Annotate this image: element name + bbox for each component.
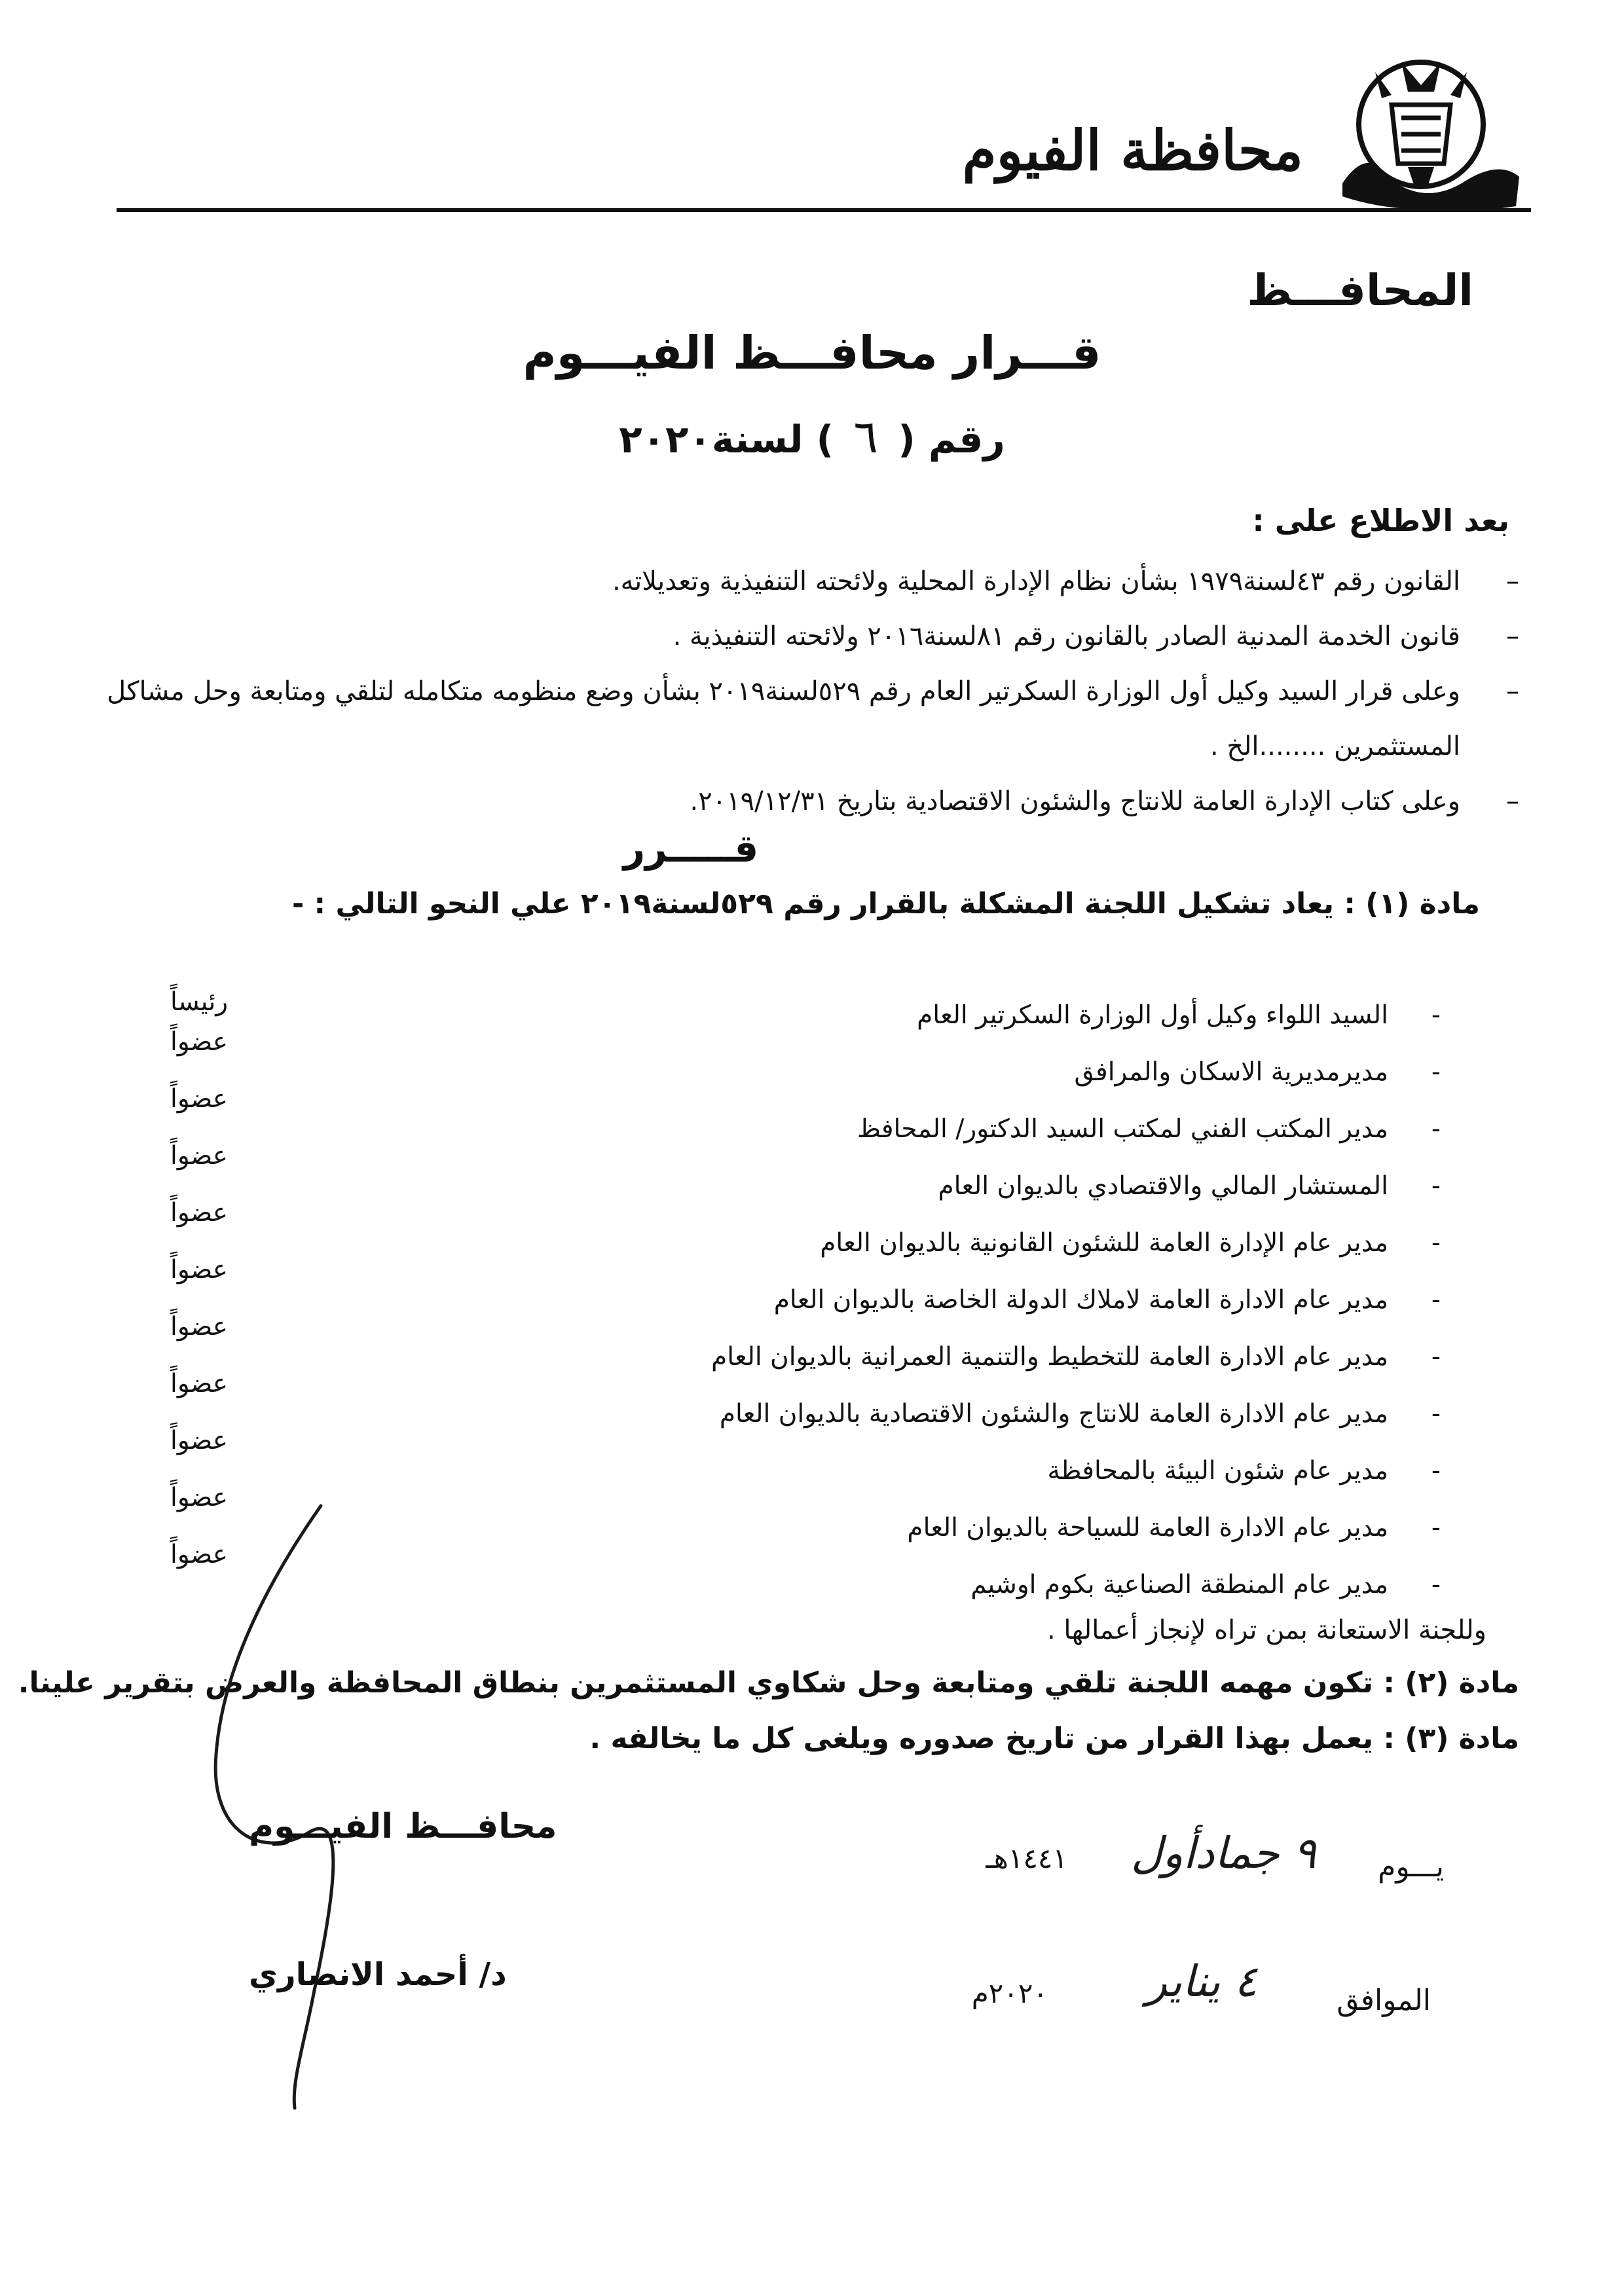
article-3: مادة (٣) : يعمل بهذا القرار من تاريخ صدوره ويلغى كل ما يخالفه . (589, 1722, 1519, 1755)
committee-row (170, 1141, 1441, 1214)
header-divider (117, 208, 1531, 212)
committee-member: مدير عام شئون البيئة بالمحافظة (1047, 1456, 1388, 1485)
governorate-name: محافظة الفيوم (962, 118, 1303, 183)
list-dash: - (1431, 1399, 1441, 1429)
committee-role: عضواً (170, 1483, 229, 1512)
committee-member: مدير عام الإدارة العامة للشئون القانونية بالديوان العام (820, 1228, 1388, 1258)
list-dash: - (1431, 1000, 1441, 1030)
issuing-authority: المحافـــظ (1247, 265, 1473, 316)
list-dash: - (1431, 1114, 1441, 1144)
list-dash: - (1431, 1456, 1441, 1485)
committee-role: عضواً (170, 1369, 229, 1398)
assistance-note: وللجنة الاستعانة بمن تراه لإنجاز أعمالها . (1046, 1615, 1486, 1645)
committee-member: مدير عام الادارة العامة للتخطيط والتنمية العمرانية بالديوان العام (711, 1342, 1388, 1372)
article-2: مادة (٢) : تكون مهمه اللجنة تلقي ومتابعة وحل شكاوي المستثمرين بنطاق المحافظة والعرض بتقرير علينا. (18, 1666, 1519, 1700)
committee-row (170, 1084, 1441, 1157)
committee-member: مدير عام المنطقة الصناعية بكوم اوشيم (970, 1570, 1388, 1599)
committee-row (170, 1369, 1441, 1442)
article-1: مادة (١) : يعاد تشكيل اللجنة المشكلة بالقرار رقم ٥٢٩لسنة٢٠١٩ علي النحو التالي : - (291, 887, 1480, 920)
committee-role: رئيساً (170, 987, 229, 1017)
decree-title: قـــرار محافـــظ الفيـــوم (523, 326, 1101, 380)
handwritten-signature-icon (183, 1493, 393, 2115)
decree-number-prefix: رقم ( (898, 417, 1005, 462)
list-dash: - (1431, 1171, 1441, 1201)
hijri-date-label: يـــوم (1378, 1850, 1444, 1884)
committee-role: عضواً (170, 1027, 229, 1057)
committee-member: المستشار المالي والاقتصادي بالديوان العام (938, 1171, 1388, 1201)
committee-member: مديرمديرية الاسكان والمرافق (1074, 1057, 1388, 1087)
committee-member: مدير عام الادارة العامة لاملاك الدولة الخاصة بالديوان العام (773, 1285, 1388, 1315)
preamble-list (72, 554, 1519, 829)
signature-name: د/ أحمد الانصاري (249, 1956, 507, 1993)
committee-role: عضواً (170, 1141, 229, 1171)
committee-member: السيد اللواء وكيل أول الوزارة السكرتير العام (917, 1000, 1388, 1030)
committee-row (170, 1426, 1441, 1499)
committee-row (170, 1198, 1441, 1271)
preamble-item: – وعلى كتاب الإدارة العامة للانتاج والشئون الاقتصادية بتاريخ ٢٠١٩/١٢/٣١. (72, 774, 1519, 829)
decree-number-line (0, 410, 1624, 464)
preamble-heading: بعد الاطلاع على : (1252, 503, 1509, 538)
committee-member: مدير عام الادارة العامة للسياحة بالديوان العام (907, 1513, 1388, 1542)
gregorian-date-handwritten: ٤ يناير (1146, 1956, 1257, 2007)
gregorian-date-label: الموافق (1337, 1984, 1431, 2017)
hijri-date-handwritten: ٩ جمادأول (1130, 1828, 1316, 1878)
hijri-year: ١٤٤١هـ (986, 1842, 1067, 1874)
decree-number: ٦ (853, 410, 878, 464)
decides-heading: قـــــرر (623, 826, 759, 871)
committee-role: عضواً (170, 1312, 229, 1341)
preamble-item: – وعلى قرار السيد وكيل أول الوزارة السكرتير العام رقم ٥٢٩لسنة٢٠١٩ بشأن وضع منظومه متكامله لتلقي ومتابعة وحل مشاكل المستثمرين ........الخ . (72, 664, 1519, 774)
committee-role: عضواً (170, 1540, 229, 1569)
committee-role: عضواً (170, 1426, 229, 1455)
committee-row (170, 1255, 1441, 1328)
committee-member: مدير المكتب الفني لمكتب السيد الدكتور/ المحافظ (857, 1114, 1388, 1144)
committee-row (170, 1027, 1441, 1101)
list-dash: - (1431, 1057, 1441, 1087)
decree-number-suffix: ) لسنة٢٠٢٠ (619, 417, 834, 462)
list-dash: - (1431, 1228, 1441, 1258)
committee-member: مدير عام الادارة العامة للانتاج والشئون الاقتصادية بالديوان العام (719, 1399, 1388, 1429)
committee-row (170, 987, 1441, 1044)
committee-row (170, 1312, 1441, 1385)
committee-role: عضواً (170, 1255, 229, 1285)
preamble-item: – القانون رقم ٤٣لسنة١٩٧٩ بشأن نظام الإدارة المحلية ولائحته التنفيذية وتعديلاته. (72, 554, 1519, 609)
committee-role: عضواً (170, 1084, 229, 1114)
list-dash: - (1431, 1285, 1441, 1315)
gregorian-year: ٢٠٢٠م (971, 1977, 1048, 2009)
list-dash: - (1431, 1513, 1441, 1542)
governorate-emblem-icon (1329, 46, 1526, 216)
list-dash: - (1431, 1570, 1441, 1599)
committee-role: عضواً (170, 1198, 229, 1228)
list-dash: - (1431, 1342, 1441, 1372)
signature-title: محافـــظ الفيـــوم (249, 1807, 557, 1846)
preamble-item: – قانون الخدمة المدنية الصادر بالقانون رقم ٨١لسنة٢٠١٦ ولائحته التنفيذية . (72, 609, 1519, 664)
